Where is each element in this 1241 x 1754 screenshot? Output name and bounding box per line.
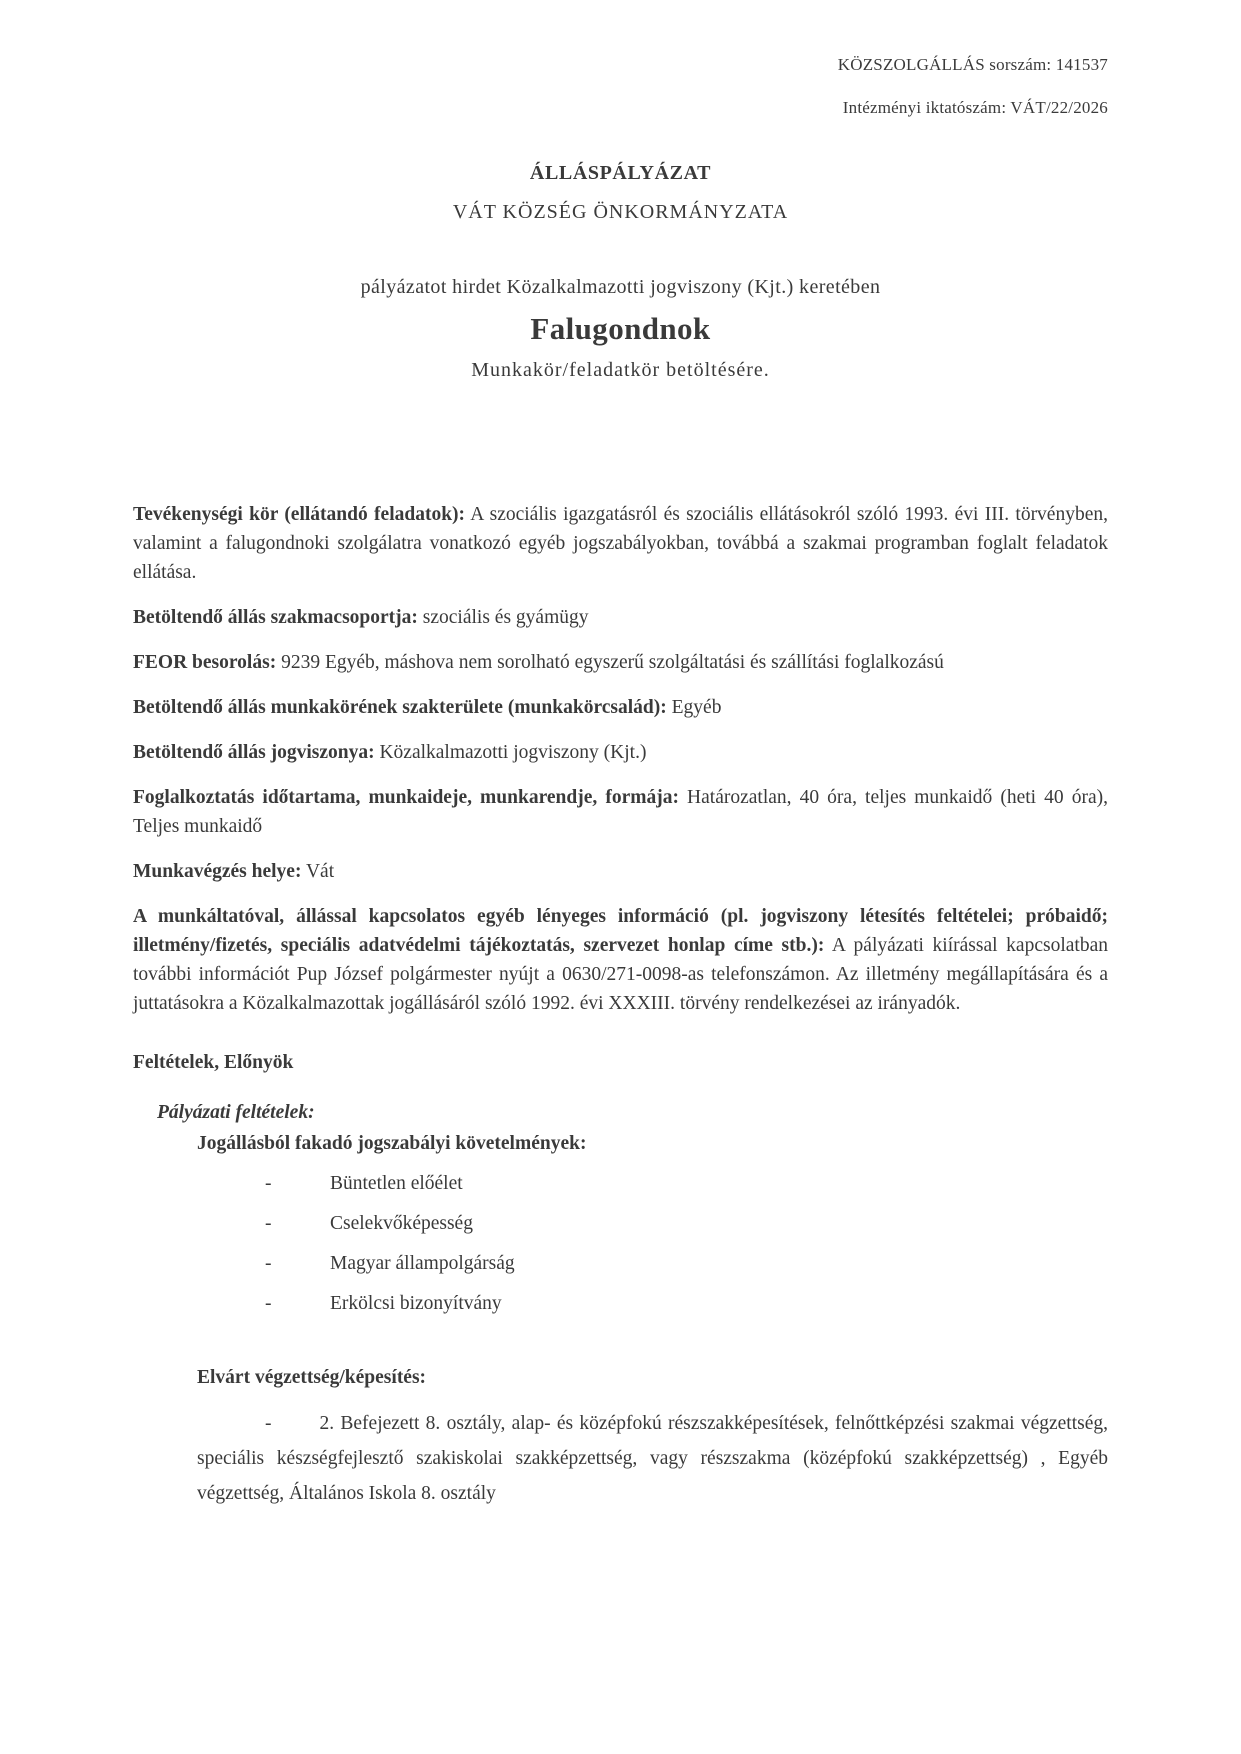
detail-text: A pályázati kiírással kapcsolatban további információt Pup József polgármester nyújt a 0630/271-0098-as telefonszámon. Az illetmény megállapítására és a juttatásokra a Közalkalmazottak jogállásáról szóló 1992. évi XXXIII. törvény rendelkezései az irányadók. (133, 935, 1108, 1014)
qualification-item (197, 1406, 1108, 1511)
list-item-label: Büntetlen előélet (330, 1173, 463, 1194)
bullet-dash: - (265, 1253, 272, 1274)
body-block (133, 500, 1108, 1511)
doc-heading: ÁLLÁSPÁLYÁZAT (529, 162, 712, 184)
registry-number: Intézményi iktatószám: VÁT/22/2026 (842, 98, 1108, 117)
title-block (133, 162, 1108, 382)
list-item-label: Magyar állampolgárság (330, 1253, 515, 1274)
requirements-title: Jogállásból fakadó jogszabályi követelmények: (197, 1133, 587, 1154)
list-item (265, 1169, 1108, 1198)
detail-label: Betöltendő állás szakmacsoportja: (133, 607, 418, 628)
detail-paragraph-other-info (133, 902, 1108, 1018)
detail-text: Közalkalmazotti jogviszony (Kjt.) (379, 742, 647, 763)
subsection-title-application-conditions: Pályázati feltételek: (157, 1102, 315, 1123)
detail-paragraph-legal-relation (133, 738, 1108, 767)
section-title-conditions: Feltételek, Előnyök (133, 1052, 294, 1073)
detail-text: A szociális igazgatásról és szociális ellátásokról szóló 1993. évi III. törvényben, valamint a falugondnoki szolgálatra vonatkozó egyéb jogszabályokban, továbbá a szakmai programban foglalt feladatok ellátása. (133, 504, 1108, 583)
qualification-item-text: 2. Befejezett 8. osztály, alap- és középfokú részszakképesítések, felnőttképzési szakmai végzettség, speciális készségfejlesztő szakiskolai szakképzettség, vagy részszakma (középfokú szakképzettség) , Egyéb végzettség, Általános Iskola 8. osztály (197, 1413, 1108, 1504)
detail-text: Határozatlan, 40 óra, teljes munkaidő (heti 40 óra), Teljes munkaidő (133, 787, 1108, 837)
list-item (265, 1249, 1108, 1278)
intro-line: pályázatot hirdet Közalkalmazotti jogviszony (Kjt.) keretében (360, 276, 881, 298)
list-item-label: Erkölcsi bizonyítvány (330, 1293, 502, 1314)
bullet-dash: - (265, 1213, 272, 1234)
meta-header (133, 55, 1108, 118)
detail-label: Betöltendő állás jogviszonya: (133, 742, 375, 763)
bullet-dash: - (265, 1293, 272, 1314)
detail-label: Munkavégzés helye: (133, 861, 302, 882)
detail-label: Betöltendő állás munkakörének szakterülete (munkakörcsalád): (133, 697, 667, 718)
list-item-label: Cselekvőképesség (330, 1213, 473, 1234)
detail-label: A munkáltatóval, állással kapcsolatos egyéb lényeges információ (pl. jogviszony létesítés feltételei; próbaidő; illetmény/fizetés, speciális adatvédelmi tájékoztatás, szervezet honlap címe stb.): (133, 906, 1108, 956)
detail-text: Vát (305, 861, 335, 882)
detail-paragraph-profession-group (133, 603, 1108, 632)
position-subtitle: Munkakör/feladatkör betöltésére. (471, 359, 770, 381)
qualification-title: Elvárt végzettség/képesítés: (197, 1367, 427, 1388)
serial-number: KÖZSZOLGÁLLÁS sorszám: 141537 (837, 55, 1108, 74)
detail-paragraph-workplace (133, 857, 1108, 886)
list-item (265, 1209, 1108, 1238)
requirements-list (133, 1169, 1108, 1318)
detail-label: FEOR besorolás: (133, 652, 277, 673)
position-title: Falugondnok (530, 311, 711, 346)
detail-label: Tevékenységi kör (ellátandó feladatok): (133, 504, 466, 525)
bullet-dash: - (265, 1413, 272, 1434)
organization-name: VÁT KÖZSÉG ÖNKORMÁNYZATA (452, 201, 789, 223)
detail-text: szociális és gyámügy (422, 607, 589, 628)
detail-paragraph-duties (133, 500, 1108, 587)
list-item (265, 1289, 1108, 1318)
detail-paragraph-feor (133, 648, 1108, 677)
detail-paragraph-job-family (133, 693, 1108, 722)
detail-text: Egyéb (671, 697, 722, 718)
detail-paragraph-employment-terms (133, 783, 1108, 841)
detail-label: Foglalkoztatás időtartama, munkaideje, munkarendje, formája: (133, 787, 679, 808)
detail-text: 9239 Egyéb, máshova nem sorolható egyszerű szolgáltatási és szállítási foglalkozású (281, 652, 944, 673)
bullet-dash: - (265, 1173, 272, 1194)
